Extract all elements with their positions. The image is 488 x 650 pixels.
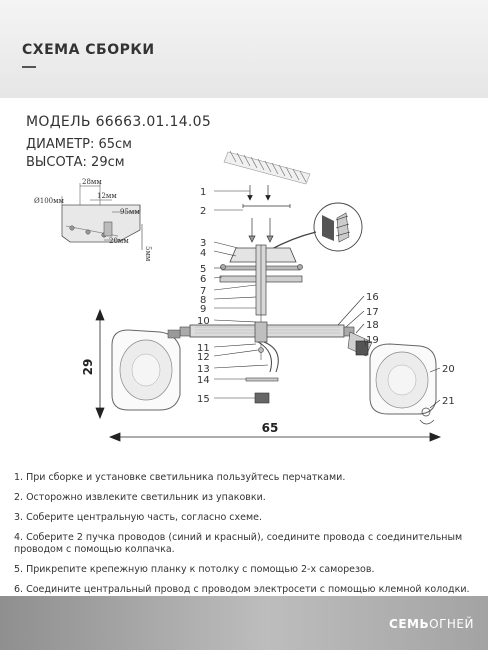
footer-band	[0, 596, 488, 650]
callout-6: 6	[200, 274, 207, 285]
brand-text-light: ОГНЕЙ	[429, 617, 474, 631]
height-dimension: 29	[81, 358, 95, 376]
bracket-dim-28: 28мм	[82, 178, 102, 186]
callout-5: 5	[200, 264, 207, 275]
instruction-step-3: 3. Соберите центральную часть, согласно схеме.	[14, 512, 263, 523]
callout-8: 8	[200, 295, 207, 306]
instruction-step-6: 6. Соедините центральный провод с проводом электросети с помощью клемной колодки.	[14, 584, 470, 595]
diameter-label: ДИАМЕТР: 65см	[26, 137, 132, 152]
callout-2: 2	[200, 206, 207, 217]
instruction-step-5: 5. Прикрепите крепежную планку к потолку с помощью 2-х саморезов.	[14, 564, 375, 575]
callout-3: 3	[200, 238, 207, 249]
instruction-step-4: 4. Соберите 2 пучка проводов (синий и красный), соедините провода с соединительным проводом с помощью колпачка.	[14, 532, 463, 555]
brand-logo	[389, 617, 474, 631]
callout-7: 7	[200, 286, 207, 297]
bracket-dim-100: Ø100мм	[34, 197, 64, 205]
ceiling-hatch	[224, 151, 310, 184]
bracket-dim-95: 95мм	[120, 208, 140, 216]
height-dimension-line	[96, 310, 104, 418]
instruction-step-1: 1. При сборке и установке светильника пользуйтесь перчатками.	[14, 472, 346, 483]
model-label: МОДЕЛЬ 66663.01.14.05	[26, 114, 212, 130]
callout-16: 16	[366, 292, 379, 303]
left-shade	[112, 330, 180, 410]
callout-18: 18	[366, 320, 379, 331]
callout-20: 20	[442, 364, 455, 375]
callout-14: 14	[197, 375, 210, 386]
right-shade	[348, 332, 436, 424]
bracket-dim-5: 5мм	[144, 246, 152, 262]
bracket-dim-20: 20мм	[109, 237, 129, 245]
height-label: ВЫСОТА: 29см	[26, 155, 125, 170]
screws	[243, 185, 290, 242]
callout-1: 1	[200, 187, 207, 198]
instruction-list	[14, 472, 479, 604]
page-title: СХЕМА СБОРКИ	[22, 42, 155, 58]
instruction-step-2: 2. Осторожно извлеките светильник из упаковки.	[14, 492, 266, 503]
wire-connection-detail	[270, 203, 362, 251]
callout-21: 21	[442, 396, 455, 407]
callout-13: 13	[197, 364, 210, 375]
callout-15: 15	[197, 394, 210, 405]
brand-text-bold: СЕМЬ	[389, 617, 430, 631]
width-dimension: 65	[261, 421, 279, 435]
callout-9: 9	[200, 304, 207, 315]
callout-19: 19	[366, 335, 379, 346]
callout-12: 12	[197, 352, 210, 363]
callout-11: 11	[197, 343, 210, 354]
callout-17: 17	[366, 307, 379, 318]
callout-4: 4	[200, 248, 207, 259]
callout-10: 10	[197, 316, 210, 327]
bracket-dim-12: 12мм	[97, 192, 117, 200]
